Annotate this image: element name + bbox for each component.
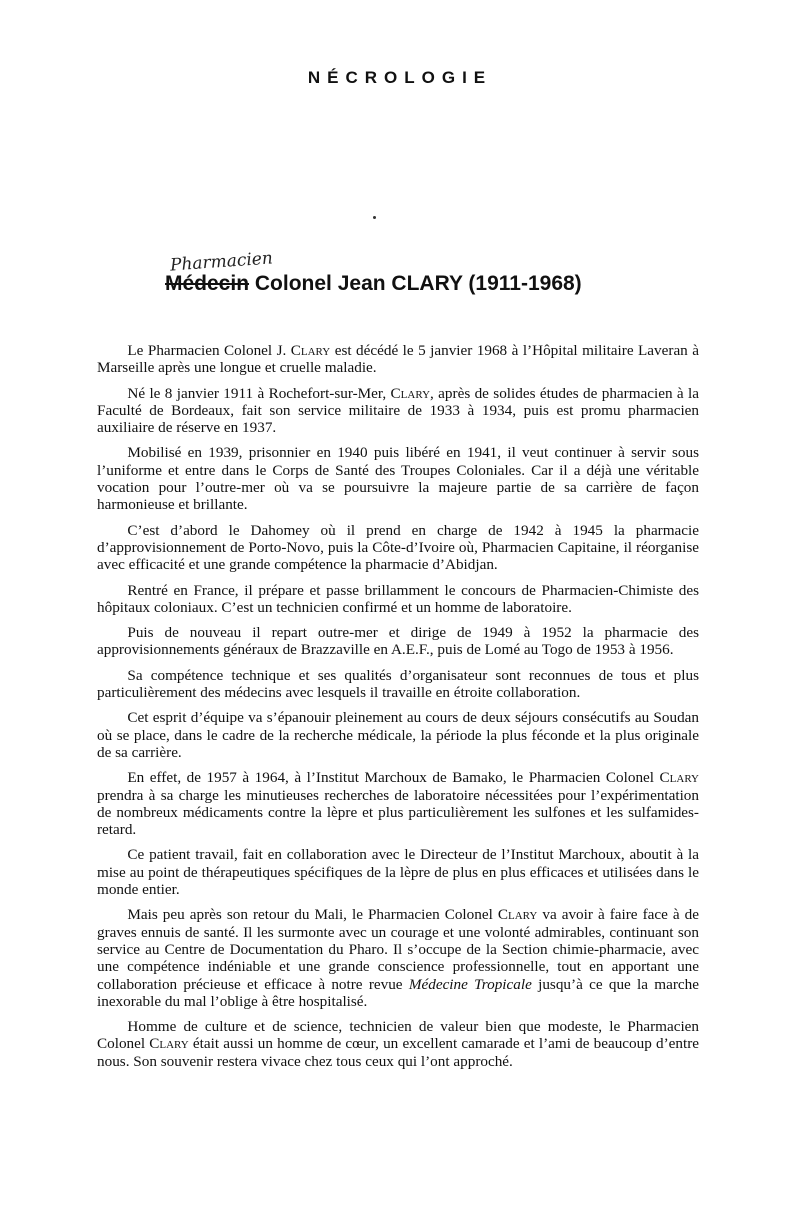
section-title: NÉCROLOGIE xyxy=(307,68,493,87)
struck-word: Médecin xyxy=(165,272,250,295)
paragraph: Ce patient travail, fait en collaboration avec le Directeur de l’Institut Marchoux, aboutit à la mise au point de thérapeutiques spécifiques de la lèpre de plus en plus efficaces et utilisées dans le monde entier. xyxy=(97,846,699,899)
handwritten-annotation: Pharmacien xyxy=(169,248,274,276)
paragraph: Le Pharmacien Colonel J. Clary est décédé le 5 janvier 1968 à l’Hôpital militaire Laveran à Marseille après une longue et cruelle maladie. xyxy=(97,342,699,377)
paragraph: Mobilisé en 1939, prisonnier en 1940 puis libéré en 1941, il veut continuer à servir sous l’uniforme et entre dans le Corps de Santé des Troupes Coloniales. Car il a déjà une véritable vocation pour l’outre-mer où va se poursuivre la majeure partie de sa carrière de façon harmonieuse et brillante. xyxy=(97,444,699,514)
ink-dot xyxy=(373,216,376,219)
paragraph: Sa compétence technique et ses qualités d’organisateur sont reconnues de tous et plus particulièrement des médecins avec lesquels il travaille en étroite collaboration. xyxy=(97,666,699,702)
article-title xyxy=(165,272,582,296)
paragraph: En effet, de 1957 à 1964, à l’Institut Marchoux de Bamako, le Pharmacien Colonel Clary prendra à sa charge les minutieuses recherches de laboratoire nécessitées pour l’expérimentation de nombreux médicaments contre la lèpre et plus particulièrement les sulfones et les sulfamides-retard. xyxy=(97,769,699,839)
paragraph: Mais peu après son retour du Mali, le Pharmacien Colonel Clary va avoir à faire face à de graves ennuis de santé. Il les surmonte avec un courage et une volonté admirables, continuant son service au Centre de Documentation du Pharo. Il s’occupe de la Section chimie-pharmacie, avec une compétence indéniable et une grande conscience professionnelle, tout en apportant une collaboration précieuse et efficace à notre revue Médecine Tropicale jusqu’à ce que la marche inexorable du mal l’oblige à être hospitalisé. xyxy=(97,906,699,1010)
paragraph: Homme de culture et de science, technicien de valeur bien que modeste, le Pharmacien Colonel Clary était aussi un homme de cœur, un excellent camarade et l’ami de beaucoup d’entre nous. Son souvenir restera vivace chez tous ceux qui l’ont approché. xyxy=(97,1018,699,1070)
paragraph: Puis de nouveau il repart outre-mer et dirige de 1949 à 1952 la pharmacie des approvisionnements généraux de Brazzaville en A.E.F., puis de Lomé au Togo de 1953 à 1956. xyxy=(97,624,699,659)
paragraph: C’est d’abord le Dahomey où il prend en charge de 1942 à 1945 la pharmacie d’approvisionnement de Porto-Novo, puis la Côte-d’Ivoire où, Pharmacien Capitaine, il réorganise avec efficacité et une grande compétence la pharmacie d’Abidjan. xyxy=(97,521,699,574)
title-main: Colonel Jean CLARY (1911-1968) xyxy=(254,272,582,295)
article-body xyxy=(97,342,699,1078)
paragraph: Rentré en France, il prépare et passe brillamment le concours de Pharmacien-Chimiste des hôpitaux coloniaux. C’est un technicien confirmé et un homme de laboratoire. xyxy=(97,581,699,616)
paragraph: Cet esprit d’équipe va s’épanouir pleinement au cours de deux séjours consécutifs au Soudan où se place, dans le cadre de la recherche médicale, la période la plus féconde et la plus originale de sa carrière. xyxy=(97,709,699,761)
paragraph: Né le 8 janvier 1911 à Rochefort-sur-Mer, Clary, après de solides études de pharmacien à la Faculté de Bordeaux, fait son service militaire de 1933 à 1934, puis est promu pharmacien auxiliaire de réserve en 1937. xyxy=(97,384,699,437)
